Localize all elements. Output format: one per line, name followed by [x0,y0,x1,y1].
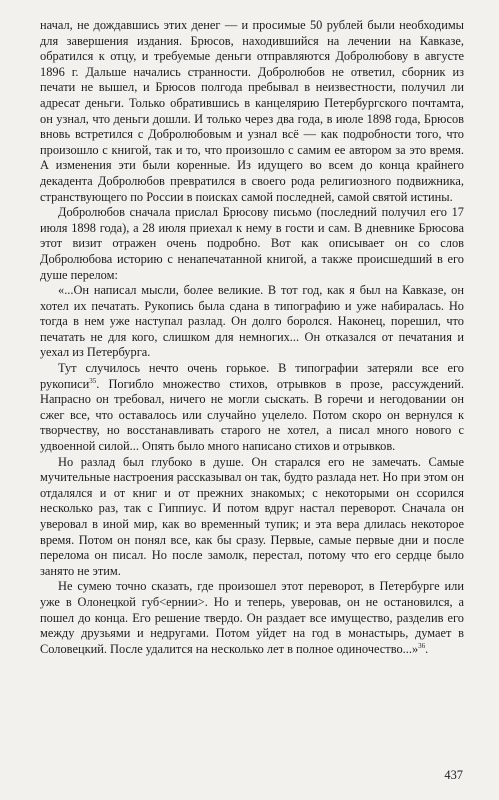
footnote-ref-36: 36 [418,641,426,650]
quote-paragraph-2 [40,361,464,455]
paragraph-text-continued: . Погибло множество стихов, отрывков в прозе, рассуждений. Напрасно он требовал, ничего не могли сыскать. В горечи и негодовании он сжег все, что оставалось или случайно уцелело. Потом скоро он вернулся к творчеству, но восстанавливать старого не хотел, а писал много нового с удвоенной силой... Опять было много написано стихов и отрывков. [40,376,464,454]
paragraph-text: Не сумею точно сказать, где произошел этот переворот, в Петербурге или уже в Олонецкой губ<ернии>. Но и теперь, уверовав, он не остановился, а пошел до конца. Его решение твердо. Он раздает все имущество, разделив его между друзьями и недругами. Потом уйдет на год в монастырь, думает в Соловецкий. После удалится на несколько лет в полное одиночество...» [40,579,464,656]
paragraph-1: начал, не дождавшись этих денег — и просимые 50 рублей были необходимы для завершения издания. Брюсов, находившийся на лечении на Кавказе, обратился к отцу, и требуемые деньги отправляются Добролюбову в августе 1896 г. Дальше начались странности. Добролюбов не ответил, сборник из печати не вышел, и Брюсов полгода пребывал в неизвестности, получил ли адресат деньги. Только обратившись в канцелярию Петербургского почтамта, он узнал, что деньги дошли. И только через два года, в июле 1898 года, Брюсов вновь встретился с Добролюбовым и узнал всё — как подробности того, что произошло с книгой, так и то, что произошло с самим ее автором за это время. А изменения эти были коренные. Из идущего во всем до конца крайнего декадента Добролюбов превратился в своего рода религиозного подвижника, странствующего по России в поисках самой последней, самой святой истины. [40,18,464,204]
quote-paragraph-1: «...Он написал мысли, более великие. В тот год, как я был на Кавказе, он хотел их печатать. Рукопись была сдана в типографию и уже набиралась. Но тогда в нем уже наступал разлад. Он долго боролся. Наконец, порешил, что печатать не для кого, слишком для немногих... Он отказался от печатания и уехал из Петербурга. [40,283,464,360]
paragraph-text: Тут случилось нечто очень горькое. В типографии затеряли все его рукописи [40,361,464,391]
footnote-ref-35: 35 [89,376,97,385]
book-page-text [40,18,464,657]
page-number: 437 [444,768,463,782]
paragraph-2: Добролюбов сначала прислал Брюсову письмо (последний получил его 17 июля 1898 года), а 28 июля приехал к нему в гости и сам. В дневнике Брюсова этот визит отражен очень подробно. Вот как описывает он со слов Добролюбова историю с ненапечатанной книгой, а также происшедший в его душе перелом: [40,205,464,282]
paragraph-text-continued: . [425,641,429,656]
quote-paragraph-4 [40,579,464,657]
quote-paragraph-3: Но разлад был глубоко в душе. Он старался его не замечать. Самые мучительные настроения рассказывал он так, будто разлада нет. Но при этом он отдалялся и от книг и от прежних знакомых; с некоторыми он ссорился несколько раз, так с Гиппиус. И потом вдруг настал переворот. Сначала он уверовал в иной мир, как во временный тупик; и эта вера длилась некоторое время. Потом он понял все, как бы сразу. Первые, самые первые дни и после перелома он писал. Но после замолк, перестал, потому что его сердце было занято не этим. [40,454,464,578]
